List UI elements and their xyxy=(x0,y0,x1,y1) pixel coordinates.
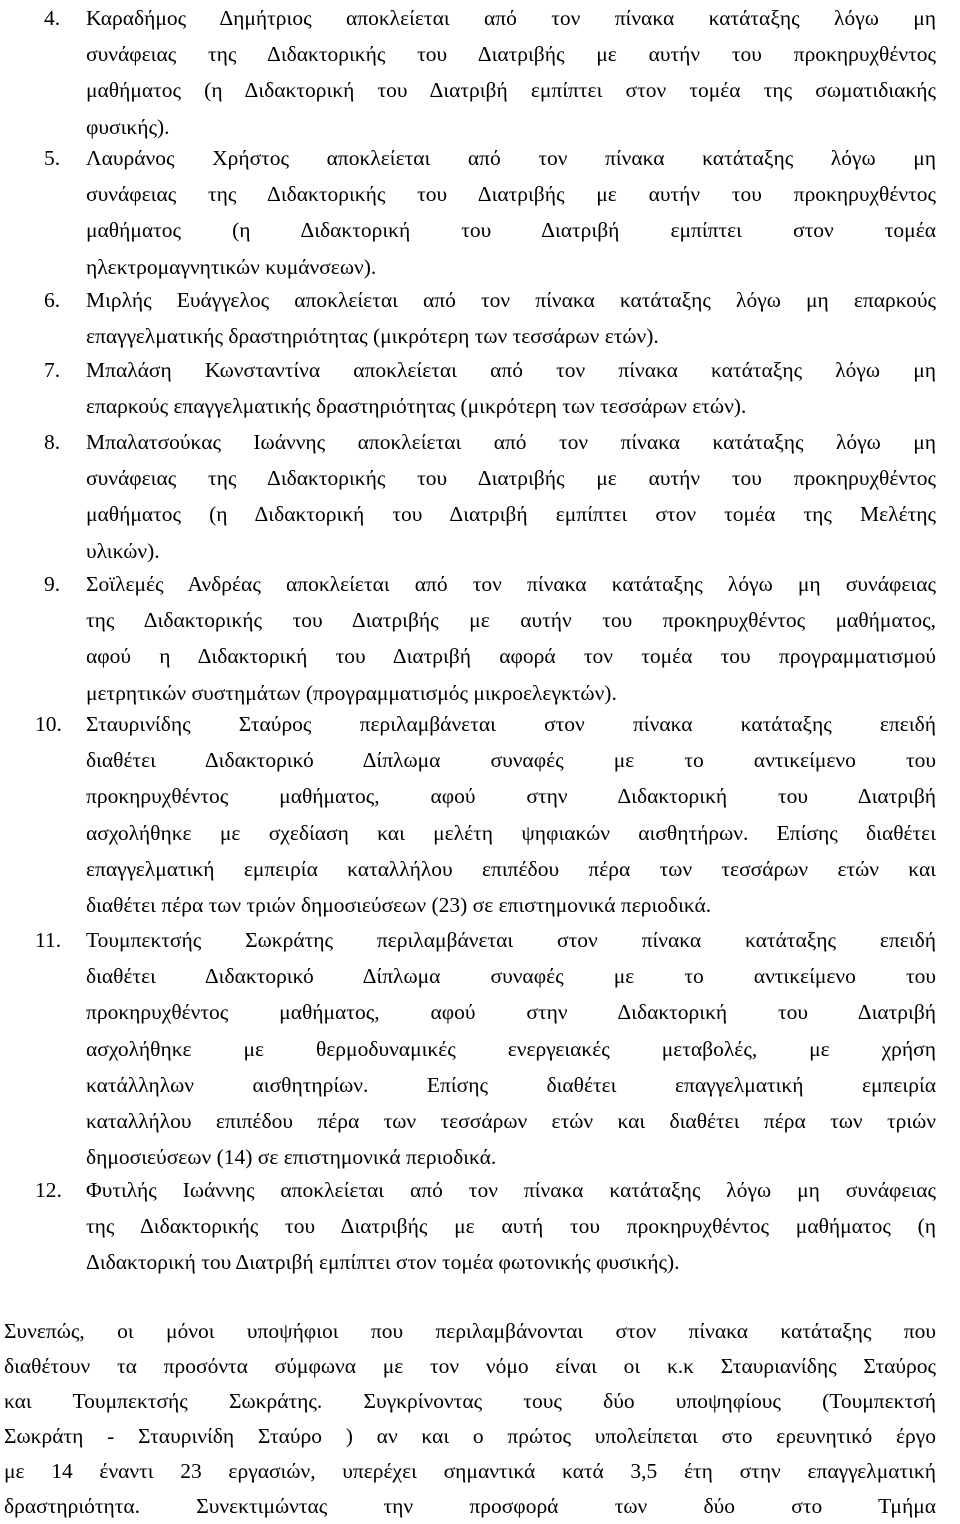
text-line: Μπαλάση Κωνσταντίνα αποκλείεται από τον πίνακα κατάταξης λόγω μη xyxy=(86,358,936,382)
text-line: κατάλληλων αισθητηρίων. Επίσης διαθέτει επαγγελματική εμπειρία xyxy=(86,1072,936,1097)
list-item-text xyxy=(86,352,936,424)
text-line: διαθέτει Διδακτορικό Δίπλωμα συναφές με το αντικείμενο του xyxy=(86,748,936,773)
text-line: της Διδακτορικής του Διατριβής με αυτήν του προκηρυχθέντος μαθήματος, xyxy=(86,608,936,633)
text-line: καταλλήλου επιπέδου πέρα των τεσσάρων ετών και διαθέτει πέρα των τριών xyxy=(86,1108,936,1133)
text-line: Τουμπεκτσής Σωκράτης περιλαμβάνεται στον πίνακα κατάταξης επειδή xyxy=(86,928,936,952)
text-line: της Διδακτορικής του Διατριβής με αυτή του προκηρυχθέντος μαθήματος (η xyxy=(86,1214,936,1239)
text-line: και Τουμπεκτσής Σωκράτης. Συγκρίνοντας τους δύο υποψηφίους (Τουμπεκτσή xyxy=(4,1389,936,1413)
text-line: αφού η Διδακτορική του Διατριβή αφορά τον τομέα του προγραμματισμού xyxy=(86,644,936,669)
text-line: συνάφειας της Διδακτορικής του Διατριβής με αυτήν του προκηρυχθέντος xyxy=(86,182,936,207)
text-line: δημοσιεύσεων (14) σε επιστημονικά περιοδικά. xyxy=(86,1145,497,1170)
list-item-number: 12. xyxy=(35,1178,62,1202)
list-item-number: 5. xyxy=(44,146,61,170)
list-item-text xyxy=(86,706,936,923)
text-line: Διδακτορική του Διατριβή εμπίπτει στον τομέα φωτονικής φυσικής). xyxy=(86,1250,680,1275)
list-item-number: 9. xyxy=(44,572,61,596)
list-item-number: 6. xyxy=(44,288,61,312)
text-line: Λαυράνος Χρήστος αποκλείεται από τον πίνακα κατάταξης λόγω μη xyxy=(86,146,936,170)
text-line: ηλεκτρομαγνητικών κυμάνσεων). xyxy=(86,254,377,279)
list-item-number: 11. xyxy=(35,928,62,952)
text-line: επαγγελματικής δραστηριότητας (μικρότερη των τεσσάρων ετών). xyxy=(86,324,659,349)
text-line: Καραδήμος Δημήτριος αποκλείεται από τον πίνακα κατάταξης λόγω μη xyxy=(86,6,936,30)
list-item-text xyxy=(86,922,936,1175)
list-item-text xyxy=(86,1172,936,1281)
text-line: διαθέτει Διδακτορικό Δίπλωμα συναφές με το αντικείμενο του xyxy=(86,964,936,989)
text-line: προκηρυχθέντος μαθήματος, αφού στην Διδακτορική του Διατριβή xyxy=(86,1000,936,1025)
text-line: Σταυρινίδης Σταύρος περιλαμβάνεται στον πίνακα κατάταξης επειδή xyxy=(86,712,936,736)
text-line: δραστηριότητα. Συνεκτιμώντας την προσφορά των δύο στο Τμήμα xyxy=(4,1494,936,1518)
list-item-number: 7. xyxy=(44,358,61,382)
text-line: με 14 έναντι 23 εργασιών, υπερέχει σημαντικά κατά 3,5 έτη στην επαγγελματική xyxy=(4,1459,936,1483)
list-item-number: 10. xyxy=(35,712,62,736)
text-line: Σωκράτη - Σταυρινίδη Σταύρο ) αν και ο πρώτος υπολείπεται στο ερευνητικό έργο xyxy=(4,1424,936,1448)
text-line: συνάφειας της Διδακτορικής του Διατριβής με αυτήν του προκηρυχθέντος xyxy=(86,466,936,491)
list-item-number: 4. xyxy=(44,6,61,30)
list-item-text xyxy=(86,282,936,354)
text-line: φυσικής). xyxy=(86,114,170,139)
text-line: Φυτιλής Ιωάννης αποκλείεται από τον πίνακα κατάταξης λόγω μη συνάφειας xyxy=(86,1178,936,1202)
text-line: ασχολήθηκε με θερμοδυναμικές ενεργειακές μεταβολές, με χρήση xyxy=(86,1036,936,1061)
text-line: υλικών). xyxy=(86,538,160,563)
text-line: επαρκούς επαγγελματικής δραστηριότητας (μικρότερη των τεσσάρων ετών). xyxy=(86,394,747,419)
text-line: μαθήματος (η Διδακτορική του Διατριβή εμπίπτει στον τομέα της Μελέτης xyxy=(86,502,936,527)
conclusion-paragraph xyxy=(4,1314,936,1524)
text-line: προκηρυχθέντος μαθήματος, αφού στην Διδακτορική του Διατριβή xyxy=(86,784,936,809)
text-line: επαγγελματική εμπειρία καταλλήλου επιπέδου πέρα των τεσσάρων ετών και xyxy=(86,856,936,881)
list-item-text xyxy=(86,0,936,145)
text-line: διαθέτει πέρα των τριών δημοσιεύσεων (23) σε επιστημονικά περιοδικά. xyxy=(86,892,712,917)
text-line: διαθέτουν τα προσόντα σύμφωνα με τον νόμο είναι οι κ.κ Σταυριανίδης Σταύρος xyxy=(4,1354,936,1378)
list-item-text xyxy=(86,140,936,285)
text-line: Σοϊλεμές Ανδρέας αποκλείεται από τον πίνακα κατάταξης λόγω μη συνάφειας xyxy=(86,572,936,596)
text-line: ασχολήθηκε με σχεδίαση και μελέτη ψηφιακών αισθητήρων. Επίσης διαθέτει xyxy=(86,820,936,845)
text-line: μαθήματος (η Διδακτορική του Διατριβή εμπίπτει στον τομέα της σωματιδιακής xyxy=(86,78,936,103)
text-line: Συνεπώς, οι μόνοι υποψήφιοι που περιλαμβάνονται στον πίνακα κατάταξης που xyxy=(4,1319,936,1343)
text-line: μετρητικών συστημάτων (προγραμματισμός μικροελεγκτών). xyxy=(86,680,617,705)
text-line: Μπαλατσούκας Ιωάννης αποκλείεται από τον πίνακα κατάταξης λόγω μη xyxy=(86,430,936,454)
list-item-number: 8. xyxy=(44,430,61,454)
list-item-text xyxy=(86,424,936,569)
text-line: Μιρλής Ευάγγελος αποκλείεται από τον πίνακα κατάταξης λόγω μη επαρκούς xyxy=(86,288,936,312)
text-line: μαθήματος (η Διδακτορική του Διατριβή εμπίπτει στον τομέα xyxy=(86,218,936,243)
list-item-text xyxy=(86,566,936,711)
text-line: συνάφειας της Διδακτορικής του Διατριβής με αυτήν του προκηρυχθέντος xyxy=(86,42,936,67)
